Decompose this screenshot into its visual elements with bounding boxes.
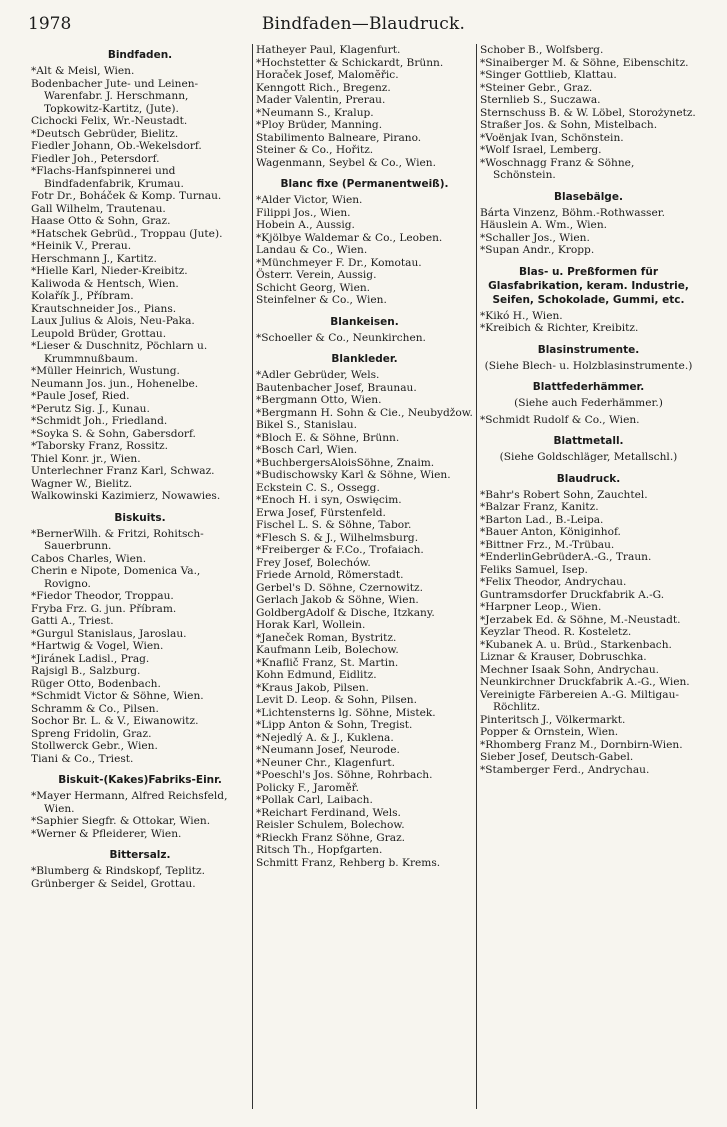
directory-entry: *Müller Heinrich, Wustung. [31,365,180,377]
directory-entry: Policky F., Jaroměř. [256,781,359,794]
directory-entry: *Budischowsky Karl & Söhne, Wien. [256,469,451,481]
directory-entry: *Gurgul Stanislaus, Jaroslau. [31,627,187,640]
section-heading: Blanc fixe (Permanentweiß). [280,178,449,190]
directory-entry: Thiel Konr. jr., Wien. [31,452,141,465]
section-heading: Blaudruck. [556,472,621,485]
directory-entry: *Münchmeyer F. Dr., Komotau. [256,256,422,269]
directory-entry: Tiani & Co., Triest. [31,752,134,765]
directory-entry: *Lichtensterns lg. Söhne, Mistek. [256,706,436,719]
directory-entry: *Neumann S., Kralup. [256,106,374,119]
columns [28,44,700,1109]
directory-entry: Kenngott Rich., Bregenz. [256,81,391,94]
directory-entry: Unterlechner Franz Karl, Schwaz. [31,465,215,477]
directory-entry: *Bittner Frz., M.-Trübau. [480,538,615,551]
directory-entry: Kaliwoda & Hentsch, Wien. [31,277,179,290]
directory-entry: Bikel S., Stanislau. [256,419,357,431]
directory-entry: *Wolf Israel, Lemberg. [480,144,602,156]
directory-entry: *Saphier Siegfr. & Ottokar, Wien. [31,815,211,827]
section-heading: Blasebälge. [554,190,623,203]
directory-entry: *Hielle Karl, Nieder-Kreibitz. [31,265,188,277]
directory-entry: Gall Wilhelm, Trautenau. [31,202,166,215]
directory-entry: Straßer Jos. & Sohn, Mistelbach. [480,119,658,131]
section-heading: Blas- u. Preßformen für Glasfabrikation, keram. Industrie, Seifen, Schokolade, Gummi, etc. [488,265,689,306]
directory-entry: Rüger Otto, Bodenbach. [31,677,161,690]
directory-entry: *BernerWilh. & Fritzi, Rohitsch-Sauerbrunn. [31,527,204,552]
directory-entry: *Flesch S. & J., Wilhelmsburg. [256,531,419,544]
directory-entry: *Felix Theodor, Andrychau. [480,576,627,588]
directory-entry: Friede Arnold, Römerstadt. [256,569,404,581]
directory-entry: Häuslein A. Wm., Wien. [480,219,608,231]
directory-entry: Fryba Frz. G. jun. Příbram. [31,602,177,615]
directory-entry: Fischel L. S. & Söhne, Tabor. [256,519,412,531]
directory-entry: *Mayer Hermann, Alfred Reichsfeld, Wien. [31,790,231,815]
directory-entry: *Kraus Jakob, Pilsen. [256,681,369,694]
directory-entry: Schmitt Franz, Rehberg b. Krems. [256,856,441,869]
directory-entry: Keyzlar Theod. R. Kosteletz. [480,626,632,638]
directory-entry: Cabos Charles, Wien. [31,552,147,565]
directory-entry: Filippi Jos., Wien. [256,206,351,219]
directory-entry: *Lipp Anton & Sohn, Tregist. [256,719,413,731]
directory-entry: *Jiránek Ladisl., Prag. [31,652,150,665]
directory-entry: *Neumann Josef, Neurode. [256,744,400,756]
directory-entry: *BuchbergersAloisSöhne, Znaim. [256,456,435,469]
directory-entry: *Bosch Carl, Wien. [256,444,358,456]
directory-entry: Bárta Vinzenz, Böhm.-Rothwasser. [480,206,665,219]
page-number: 1978 [28,14,72,34]
directory-entry: *Harpner Leop., Wien. [480,601,602,613]
directory-entry: *Heinik V., Prerau. [31,240,132,252]
directory-entry: Gerlach Jakob & Söhne, Wien. [256,594,419,606]
directory-entry: *Paule Josef, Ried. [31,390,130,402]
directory-entry: *Perutz Sig. J., Kunau. [31,402,150,415]
directory-entry: *Knaflič Franz, St. Martin. [256,656,399,669]
directory-entry: Fiedler Joh., Petersdorf. [31,152,160,165]
directory-entry: Horaček Josef, Malomĕřic. [256,69,399,81]
directory-entry: *Blumberg & Rindskopf, Teplitz. [31,865,205,877]
directory-entry: Bautenbacher Josef, Braunau. [256,381,417,394]
section-heading: Blankeisen. [330,315,399,328]
directory-entry: Herschmann J., Kartitz. [31,252,157,265]
directory-entry: *Werner & Pfleiderer, Wien. [31,827,182,840]
directory-entry: *Fiedor Theodor, Troppau. [31,590,174,602]
directory-entry: *Steiner Gebr., Graz. [480,81,593,94]
directory-entry: *Schoeller & Co., Neunkirchen. [256,331,426,344]
directory-entry: *Supan Andr., Kropp. [480,244,595,256]
directory-entry: *Pollak Carl, Laibach. [256,794,373,806]
directory-entry: *Bergmann Otto, Wien. [256,394,382,406]
section-heading: Bindfaden. [107,49,173,61]
directory-entry: Gerbel's D. Söhne, Czernowitz. [256,581,423,594]
directory-entry: Stabilimento Balneare, Pirano. [256,131,422,144]
directory-entry: *Barton Lad., B.-Leipa. [480,513,604,526]
directory-entry: *Schaller Jos., Wien. [480,231,590,244]
directory-entry: *Hartwig & Vogel, Wien. [31,640,164,652]
section-note: (Siehe Goldschläger, Metallschl.) [499,451,678,463]
directory-entry: Cherin e Nipote, Domenica Va., Rovigno. [31,565,204,590]
directory-entry: *Enoch H. i syn, Oswięcim. [256,494,402,506]
directory-entry: Feliks Samuel, Isep. [480,563,588,576]
directory-entry: Stollwerck Gebr., Wien. [31,740,158,752]
directory-entry: Schramm & Co., Pilsen. [31,702,159,715]
directory-entry: Wagner W., Bielitz. [31,477,133,490]
directory-entry: *Alt & Meisl, Wien. [31,65,135,77]
directory-entry: *Deutsch Gebrüder, Bielitz. [31,127,179,140]
directory-entry: Krautschneider Jos., Pians. [31,302,177,315]
directory-entry: Landau & Co., Wien. [256,244,368,256]
directory-entry: Steiner & Co., Hořitz. [256,144,374,156]
directory-entry: *Kjölbye Waldemar & Co., Leoben. [256,231,443,244]
directory-entry: Vereinigte Färbereien A.-G. Miltigau-Röchlitz. [480,688,679,713]
directory-entry: Bodenbacher Jute- und Leinen-Warenfabr. J. Herschmann, Topkowitz-Kartitz, (Jute). [31,77,199,115]
directory-entry: Fotr Dr., Boháček & Komp. Turnau. [31,190,222,202]
directory-entry: Kohn Edmund, Eidlitz. [256,669,377,681]
directory-entry: Schober B., Wolfsberg. [480,44,604,56]
column-1 [28,44,252,1109]
directory-entry: *Taborsky Franz, Rossitz. [31,440,168,452]
directory-entry: Fiedler Johann, Ob.-Wekelsdorf. [31,140,202,152]
section-heading: Biskuits. [114,511,166,524]
directory-entry: Haase Otto & Sohn, Graz. [31,215,171,227]
directory-entry: *Alder Victor, Wien. [256,194,363,206]
page-title: Bindfaden—Blaudruck. [261,14,466,34]
section-heading: Blattmetall. [553,435,624,447]
directory-entry: Sochor Br. L. & V., Eiwanowitz. [31,715,199,727]
directory-entry: *Jerzabek Ed. & Söhne, M.-Neustadt. [480,613,681,626]
directory-entry: Neunkirchner Druckfabrik A.-G., Wien. [480,676,690,688]
directory-entry: *Bloch E. & Söhne, Brünn. [256,431,400,444]
directory-entry: Hatheyer Paul, Klagenfurt. [256,44,401,56]
directory-entry: Eckstein C. S., Ossegg. [256,481,380,494]
page-header [28,14,699,40]
directory-entry: *Kubanek A. u. Brüd., Starkenbach. [480,638,672,651]
directory-entry: Cichocki Felix, Wr.-Neustadt. [31,115,188,127]
directory-entry: GoldbergAdolf & Dische, Itzkany. [256,606,435,619]
directory-entry: Schicht Georg, Wien. [256,281,371,294]
section-note: (Siehe auch Federhämmer.) [514,397,663,409]
directory-entry: *Singer Gottlieb, Klattau. [480,69,617,81]
directory-entry: *Kikó H., Wien. [480,309,563,322]
directory-entry: Kaufmann Leib, Bolechow. [256,644,399,656]
directory-entry: *Hochstetter & Schickardt, Brünn. [256,56,444,69]
directory-entry: Kolařík J., Příbram. [31,290,134,302]
directory-entry: *EnderlinGebrüderA.-G., Traun. [480,551,652,563]
directory-entry: *Rhomberg Franz M., Dornbirn-Wien. [480,738,683,751]
directory-entry: Sternlieb S., Suczawa. [480,94,601,106]
directory-entry: Pinteritsch J., Völkermarkt. [480,713,626,726]
directory-entry: *Soyka S. & Sohn, Gabersdorf. [31,427,196,440]
directory-entry: Leupold Brüder, Grottau. [31,327,167,340]
directory-entry: Mader Valentin, Prerau. [256,94,386,106]
directory-entry: *Schmidt Rudolf & Co., Wien. [480,413,640,426]
directory-entry: *Sinaiberger M. & Söhne, Eibenschitz. [480,56,689,69]
directory-entry: Hobein A., Aussig. [256,219,355,231]
section-heading: Blattfederhämmer. [532,381,645,393]
directory-entry: *Kreibich & Richter, Kreibitz. [480,322,639,334]
directory-entry: Wagenmann, Seybel & Co., Wien. [256,156,436,169]
directory-entry: Guntramsdorfer Druckfabrik A.-G. [480,588,665,601]
directory-entry: Horak Karl, Wollein. [256,619,366,631]
directory-entry: *Stamberger Ferd., Andrychau. [480,763,650,776]
directory-entry: *Bergmann H. Sohn & Cie., Neubydžow. [256,406,473,419]
directory-entry: *Voënjak Ivan, Schönstein. [480,131,624,144]
directory-entry: *Poeschl's Jos. Söhne, Rohrbach. [256,769,433,781]
directory-entry: Reisler Schulem, Bolechow. [256,819,405,831]
directory-entry: *Rieckh Franz Söhne, Graz. [256,831,406,844]
section-heading: Blasinstrumente. [537,343,640,356]
directory-entry: Liznar & Krauser, Dobruschka. [480,651,647,663]
directory-entry: Laux Julius & Alois, Neu-Paka. [31,315,195,327]
directory-entry: Frey Josef, Bolechów. [256,556,371,569]
section-heading: Biskuit-(Kakes)Fabriks-Einr. [58,774,222,786]
directory-entry: Österr. Verein, Aussig. [256,269,377,281]
section-heading: Bittersalz. [109,849,171,861]
directory-entry: Grünberger & Seidel, Grottau. [31,877,196,890]
column-3 [476,44,700,1109]
directory-entry: Ritsch Th., Hopfgarten. [256,844,383,856]
section-heading: Blankleder. [331,353,398,365]
column-2 [252,44,476,1109]
directory-entry: *Freiberger & F.Co., Trofaiach. [256,544,424,556]
directory-entry: Walkowinski Kazimierz, Nowawies. [31,490,221,502]
directory-entry: *Lieser & Duschnitz, Pöchlarn u. Krummnußbaum. [31,340,211,365]
directory-entry: Rajsigl B., Salzburg. [31,665,141,677]
directory-entry: *Adler Gebrüder, Wels. [256,369,380,381]
directory-entry: Steinfelner & Co., Wien. [256,294,387,306]
directory-entry: *Ploy Brüder, Manning. [256,119,383,131]
directory-entry: Popper & Ornstein, Wien. [480,726,619,738]
section-note: (Siehe Blech- u. Holzblasinstrumente.) [484,359,693,372]
directory-entry: *Balzar Franz, Kanitz. [480,501,599,513]
directory-entry: Erwa Josef, Fürstenfeld. [256,506,386,519]
directory-entry: Mechner Isaak Sohn, Andrychau. [480,663,660,676]
directory-entry: *Janeček Roman, Bystritz. [256,631,397,644]
directory-entry: Gatti A., Triest. [31,615,114,627]
directory-entry: Sternschuss B. & W. Löbel, Storożynetz. [480,106,696,119]
directory-entry: Spreng Fridolin, Graz. [31,727,152,740]
directory-entry: *Bauer Anton, Königinhof. [480,526,621,538]
directory-entry: Neumann Jos. jun., Hohenelbe. [31,377,199,390]
directory-entry: *Nejedlý A. & J., Kuklena. [256,731,394,744]
directory-entry: *Woschnagg Franz & Söhne, Schönstein. [480,156,638,181]
directory-entry: Levit D. Leop. & Sohn, Pilsen. [256,694,417,706]
directory-entry: *Schmidt Victor & Söhne, Wien. [31,690,204,702]
directory-entry: *Hatschek Gebrüd., Troppau (Jute). [31,227,223,240]
directory-entry: *Bahr's Robert Sohn, Zauchtel. [480,488,648,501]
directory-entry: *Reichart Ferdinand, Wels. [256,806,401,819]
directory-entry: *Schmidt Joh., Friedland. [31,415,168,427]
directory-entry: Sieber Josef, Deutsch-Gabel. [480,751,634,763]
directory-entry: *Neuner Chr., Klagenfurt. [256,756,396,769]
directory-entry: *Flachs-Hanfspinnerei und Bindfadenfabrik, Krumau. [31,165,184,190]
